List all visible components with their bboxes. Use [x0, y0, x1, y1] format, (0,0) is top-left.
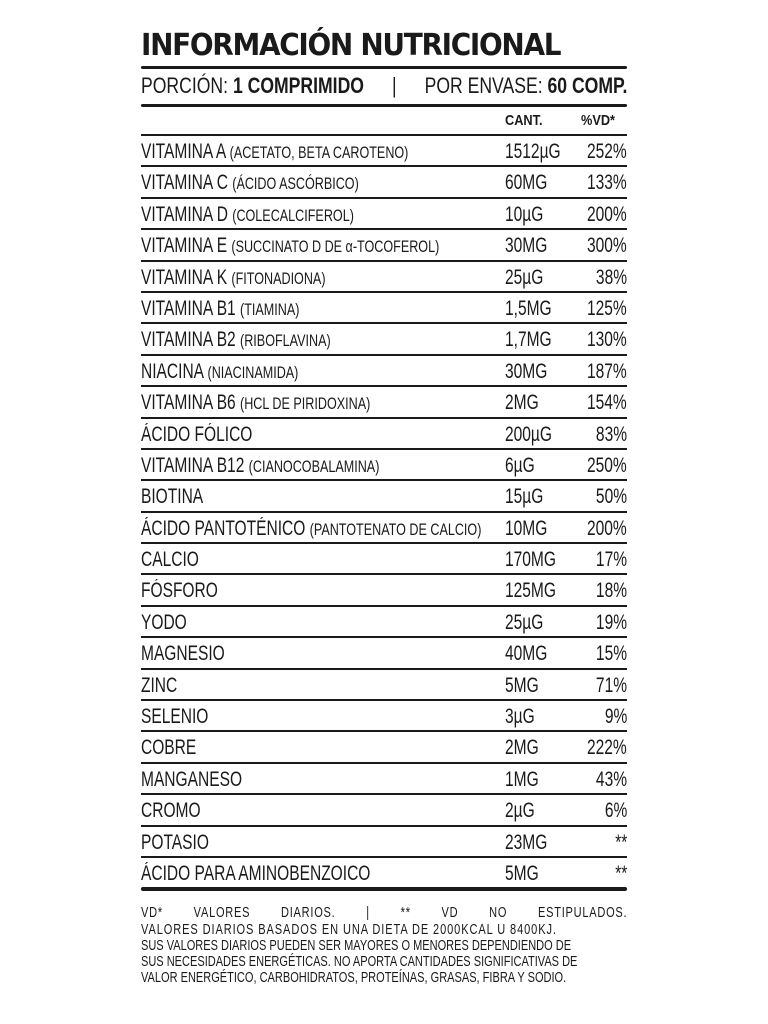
nutrient-daily-value: 15% [595, 642, 627, 666]
table-row [141, 199, 627, 230]
footnote-word: VD [441, 905, 459, 922]
nutrient-name [141, 642, 225, 667]
nutrient-name [141, 297, 299, 322]
panel-title: INFORMACIÓN NUTRICIONAL [141, 28, 561, 63]
nutrient-label: COBRE [141, 736, 197, 760]
nutrient-label: ÁCIDO PANTOTÉNICO [141, 516, 306, 540]
nutrient-daily-value: 133% [587, 171, 627, 195]
nutrient-label: VITAMINA A [141, 140, 226, 163]
nutrient-label: VITAMINA C [141, 171, 228, 195]
table-row [141, 701, 627, 732]
nutrient-label: VITAMINA B12 [141, 453, 245, 477]
nutrient-amount: 3µG [505, 705, 535, 729]
footnote-word: VALORES [193, 905, 251, 922]
per-container-label: POR ENVASE: [424, 73, 543, 98]
table-row [141, 764, 627, 795]
footnote-word: ESTIPULADOS. [538, 905, 628, 922]
nutrient-label: NIACINA [141, 359, 204, 383]
nutrition-facts-panel [141, 28, 627, 986]
nutrient-amount: 170MG [505, 548, 556, 572]
column-headers [141, 107, 627, 134]
table-row [141, 481, 627, 512]
nutrient-label: VITAMINA D [141, 202, 228, 226]
nutrient-source: (SUCCINATO D DE α-TOCOFEROL) [231, 237, 440, 257]
table-row [141, 858, 627, 887]
nutrient-daily-value: 300% [587, 234, 627, 258]
table-row [141, 387, 627, 418]
nutrient-daily-value: 200% [587, 516, 627, 540]
column-header-amount: CANT. [505, 112, 543, 129]
nutrient-amount: 60MG [505, 171, 548, 195]
footnote-line-1 [141, 905, 627, 921]
nutrient-label: VITAMINA B2 [141, 328, 236, 352]
nutrient-daily-value: 43% [595, 767, 627, 791]
nutrient-amount: 40MG [505, 642, 548, 666]
nutrient-daily-value: 252% [587, 140, 627, 163]
nutrient-name [141, 140, 408, 165]
table-row [141, 293, 627, 324]
nutrient-source: (HCL DE PIRIDOXINA) [240, 394, 371, 414]
nutrient-daily-value: 9% [604, 705, 627, 729]
serving-info [141, 69, 627, 104]
nutrient-label: CALCIO [141, 548, 199, 572]
nutrient-daily-value: 6% [604, 799, 627, 823]
table-row [141, 419, 627, 450]
table-row [141, 575, 627, 606]
table-row [141, 732, 627, 763]
nutrient-label: YODO [141, 610, 187, 634]
nutrient-amount: 5MG [505, 861, 539, 885]
nutrient-name [141, 266, 326, 291]
table-row [141, 670, 627, 701]
nutrient-daily-value: 200% [587, 202, 627, 226]
nutrient-source: (CIANOCOBALAMINA) [248, 456, 380, 476]
table-row [141, 795, 627, 826]
nutrient-daily-value: 50% [595, 485, 627, 509]
footnote-line-4: SUS NECESIDADES ENERGÉTICAS. NO APORTA CANTIDADES SIGNIFICATIVAS DE [141, 953, 578, 970]
nutrient-daily-value: 19% [595, 610, 627, 634]
nutrient-amount: 5MG [505, 673, 539, 697]
nutrient-daily-value: 130% [587, 328, 627, 352]
table-row [141, 544, 627, 575]
table-row [141, 356, 627, 387]
nutrient-amount: 1MG [505, 767, 539, 791]
nutrient-amount: 6µG [505, 453, 535, 477]
table-row [141, 638, 627, 669]
nutrient-amount: 2MG [505, 736, 539, 760]
nutrient-label: POTASIO [141, 830, 209, 854]
footnote [141, 905, 627, 986]
nutrient-amount: 10MG [505, 516, 548, 540]
footnote-line-5: VALOR ENERGÉTICO, CARBOHIDRATOS, PROTEÍNAS, GRASAS, FIBRA Y SODIO. [141, 970, 567, 987]
nutrient-amount: 25µG [505, 610, 544, 634]
nutrient-label: CROMO [141, 799, 201, 823]
nutrient-name [141, 831, 209, 856]
nutrient-name [141, 234, 439, 259]
nutrient-amount: 25µG [505, 265, 544, 289]
nutrient-label: ZINC [141, 673, 178, 697]
nutrient-name [141, 203, 354, 228]
nutrient-name [141, 360, 298, 385]
nutrient-name [141, 862, 370, 887]
nutrient-daily-value: 222% [587, 736, 627, 760]
serving-value: 1 COMPRIMIDO [232, 73, 364, 98]
nutrient-source: (FITONADIONA) [231, 268, 326, 288]
nutrient-daily-value: 71% [595, 673, 627, 697]
footnote-word: | [366, 905, 370, 922]
nutrient-name [141, 799, 201, 824]
nutrient-name [141, 454, 379, 479]
serving-size [141, 69, 364, 104]
serving-separator: | [391, 73, 397, 98]
nutrient-source: (COLECALCIFEROL) [232, 205, 354, 225]
servings-per-container [425, 69, 628, 104]
nutrient-name [141, 328, 331, 353]
nutrient-name [141, 423, 252, 448]
nutrient-daily-value: 250% [587, 453, 627, 477]
footnote-word: ** [400, 905, 411, 922]
nutrient-daily-value: ** [614, 830, 627, 854]
nutrient-amount: 1,7MG [505, 328, 552, 352]
nutrient-source: (PANTOTENATO DE CALCIO) [309, 519, 482, 539]
nutrient-amount: 125MG [505, 579, 556, 603]
nutrient-name [141, 674, 177, 699]
table-row [141, 607, 627, 638]
nutrient-name [141, 517, 481, 542]
column-header-dv: %VD* [581, 112, 616, 129]
nutrient-daily-value: 18% [595, 579, 627, 603]
footnote-line-2: VALORES DIARIOS BASADOS EN UNA DIETA DE 2000KCAL U 8400KJ. [141, 921, 557, 938]
nutrient-amount: 200µG [505, 422, 552, 446]
nutrient-amount: 2µG [505, 799, 535, 823]
nutrient-name [141, 391, 370, 416]
nutrient-source: (NIACINAMIDA) [207, 362, 299, 382]
nutrient-label: VITAMINA K [141, 265, 228, 289]
nutrient-label: VITAMINA E [141, 234, 228, 258]
nutrient-amount: 30MG [505, 234, 548, 258]
nutrient-source: (ÁCIDO ASCÓRBICO) [232, 174, 359, 194]
nutrient-daily-value: 154% [587, 391, 627, 415]
nutrient-name [141, 768, 242, 793]
nutrient-table [141, 136, 627, 887]
table-row [141, 827, 627, 858]
nutrient-name [141, 485, 203, 510]
nutrient-label: ÁCIDO FÓLICO [141, 422, 253, 446]
table-bottom-divider [141, 887, 627, 891]
nutrient-source: (RIBOFLAVINA) [240, 331, 331, 351]
table-row [141, 262, 627, 293]
nutrient-amount: 10µG [505, 202, 544, 226]
nutrient-amount: 30MG [505, 359, 548, 383]
nutrient-daily-value: ** [614, 861, 627, 885]
nutrient-label: MANGANESO [141, 767, 243, 791]
footnote-word: DIARIOS. [281, 905, 336, 922]
nutrient-daily-value: 187% [587, 359, 627, 383]
nutrient-amount: 2MG [505, 391, 539, 415]
nutrient-amount: 15µG [505, 485, 544, 509]
table-row [141, 136, 627, 167]
per-container-value: 60 COMP. [547, 73, 628, 98]
nutrient-name [141, 736, 196, 761]
footnote-word: VD* [141, 905, 163, 922]
nutrient-name [141, 611, 187, 636]
nutrient-source: (ACETATO, BETA CAROTENO) [229, 143, 409, 162]
nutrient-amount: 1512µG [505, 140, 561, 163]
nutrient-daily-value: 83% [595, 422, 627, 446]
nutrient-amount: 1,5MG [505, 296, 552, 320]
nutrient-name [141, 171, 359, 196]
nutrient-label: SELENIO [141, 705, 209, 729]
nutrient-label: ÁCIDO PARA AMINOBENZOICO [141, 861, 371, 885]
table-row [141, 324, 627, 355]
table-row [141, 513, 627, 544]
footnote-word: NO [489, 905, 508, 922]
nutrient-name [141, 705, 208, 730]
nutrient-name [141, 548, 199, 573]
serving-label: PORCIÓN: [141, 73, 229, 98]
table-row [141, 230, 627, 261]
nutrient-amount: 23MG [505, 830, 548, 854]
nutrient-name [141, 579, 218, 604]
nutrient-label: MAGNESIO [141, 642, 225, 666]
nutrient-label: FÓSFORO [141, 579, 218, 603]
nutrient-daily-value: 125% [587, 296, 627, 320]
footnote-line-3: SUS VALORES DIARIOS PUEDEN SER MAYORES O MENORES DEPENDIENDO DE [141, 937, 572, 954]
table-row [141, 167, 627, 198]
nutrient-label: VITAMINA B1 [141, 296, 236, 320]
nutrient-source: (TIAMINA) [240, 299, 300, 319]
nutrient-daily-value: 38% [595, 265, 627, 289]
nutrient-label: VITAMINA B6 [141, 391, 236, 415]
nutrient-daily-value: 17% [595, 548, 627, 572]
table-row [141, 450, 627, 481]
nutrient-label: BIOTINA [141, 485, 204, 509]
